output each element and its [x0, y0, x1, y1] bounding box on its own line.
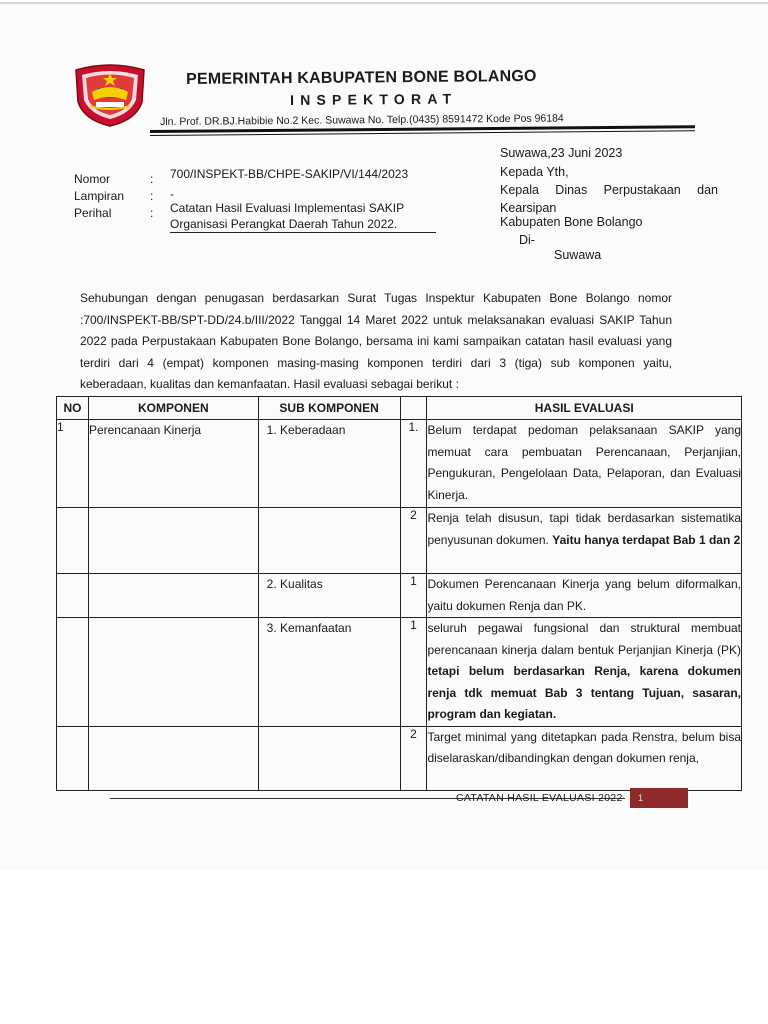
empty-cell [57, 618, 89, 727]
nomor-label: Nomor [74, 172, 111, 186]
empty-cell [57, 508, 89, 574]
hasil-text-bold: tetapi belum berdasarkan Renja, karena dokumen renja tdk memuat Bab 3 tentang Tujuan, sasaran, program dan kegiatan. [427, 664, 741, 721]
empty-cell [88, 574, 258, 618]
empty-cell [88, 618, 258, 727]
empty-cell [258, 508, 400, 574]
perihal-label: Perihal [74, 206, 112, 220]
letterhead-subtitle: INSPEKTORAT [290, 90, 458, 108]
hasil-text-plain: Renja telah disusun, tapi tidak berdasarkan sistematika penyusunan dokumen. [427, 511, 741, 547]
hasil-text: Belum terdapat pedoman pelaksanaan SAKIP yang memuat cara pembuatan Perencanaan, Perjanjian, Pengukuran, Pengelolaan Data, Pelaporan, dan Evaluasi Kinerja. [427, 420, 742, 508]
header-hasil-evaluasi: HASIL EVALUASI [427, 397, 742, 420]
empty-cell [57, 726, 89, 790]
kepada-yth: Kepada Yth, [500, 165, 569, 179]
table-header-row [57, 397, 742, 420]
recipient-line-1: Kepala Dinas Perpustakaan dan [500, 183, 718, 197]
row-number: 1 [57, 420, 89, 508]
hasil-text: Dokumen Perencanaan Kinerja yang belum diformalkan, yaitu dokumen Renja dan PK. [427, 574, 742, 618]
hasil-number: 1 [400, 574, 427, 618]
recipient-di: Di- [519, 233, 535, 247]
row-komponen: Perencanaan Kinerja [88, 420, 258, 508]
letterhead-title: PEMERINTAH KABUPATEN BONE BOLANGO [186, 67, 537, 88]
table-row [57, 726, 742, 790]
letterhead-address: Jln. Prof. DR.BJ.Habibie No.2 Kec. Suwawa No. Telp.(0435) 8591472 Kode Pos 96184 [160, 112, 564, 128]
lampiran-value: - [170, 187, 174, 201]
table-row [57, 574, 742, 618]
header-spacer [400, 397, 427, 420]
hasil-number: 2 [400, 508, 427, 574]
footer-label: CATATAN HASIL EVALUASI 2022 [456, 792, 623, 804]
hasil-number: 1. [400, 420, 427, 508]
empty-cell [57, 574, 89, 618]
hasil-text [427, 508, 742, 574]
empty-cell [88, 726, 258, 790]
table-row [57, 420, 742, 508]
perihal-colon: : [150, 206, 154, 220]
bone-bolango-emblem-icon [72, 62, 148, 128]
empty-cell [88, 508, 258, 574]
sub-komponen-kualitas: 2. Kualitas [258, 574, 400, 618]
sub-komponen-keberadaan: 1. Keberadaan [258, 420, 400, 508]
sub-komponen-kemanfaatan: 3. Kemanfaatan [258, 618, 400, 727]
body-paragraph: Sehubungan dengan penugasan berdasarkan Surat Tugas Inspektur Kabupaten Bone Bolango nomor :700/INSPEKT-BB/SPT-DD/24.b/III/2022 Tanggal 14 Maret 2022 untuk melaksanakan evaluasi SAKIP Tahun 2022 pada Perpustakaan Kabupaten Bone Bolango, bersama ini kami sampaikan catatan hasil evaluasi yang terdiri dari 4 (empat) komponen masing-masing komponen terdiri dari 3 (tiga) sub komponen yaitu, keberadaan, kualitas dan kemanfaatan. Hasil evaluasi sebagai berikut : [80, 291, 672, 391]
perihal-line-1: Catatan Hasil Evaluasi Implementasi SAKIP [170, 201, 405, 215]
header-no: NO [57, 397, 89, 420]
table-row [57, 618, 742, 727]
empty-cell [258, 726, 400, 790]
recipient-line-3: Kabupaten Bone Bolango [500, 215, 643, 229]
hasil-text: Target minimal yang ditetapkan pada Renstra, belum bisa diselaraskan/dibandingkan dengan dokumen renja, [427, 726, 742, 790]
hasil-text-bold: Yaitu hanya terdapat Bab 1 dan 2 [552, 532, 741, 547]
table-row [57, 508, 742, 574]
blank-background [0, 870, 768, 1024]
lampiran-label: Lampiran [74, 189, 125, 203]
hasil-number: 1 [400, 618, 427, 727]
footer-page-number: 1 [630, 788, 688, 808]
hasil-text [427, 618, 742, 727]
perihal-underline [170, 232, 436, 233]
hasil-text-plain: seluruh pegawai fungsional dan struktural membuat perencanaan kinerja dalam bentuk Perjanjian Kinerja (PK) [427, 621, 741, 657]
recipient-line-2: Kearsipan [500, 201, 557, 215]
scan-edge [0, 2, 768, 4]
header-sub-komponen: SUB KOMPONEN [258, 397, 400, 420]
header-komponen: KOMPONEN [88, 397, 258, 420]
hasil-number: 2 [400, 726, 427, 790]
perihal-line-2: Organisasi Perangkat Daerah Tahun 2022. [170, 217, 398, 231]
nomor-value: 700/INSPEKT-BB/CHPE-SAKIP/VI/144/2023 [170, 167, 409, 181]
evaluation-table [56, 396, 742, 791]
recipient-city: Suwawa [554, 248, 602, 262]
letter-date: Suwawa,23 Juni 2023 [500, 146, 623, 160]
nomor-colon: : [150, 172, 154, 186]
lampiran-colon: : [150, 189, 154, 203]
